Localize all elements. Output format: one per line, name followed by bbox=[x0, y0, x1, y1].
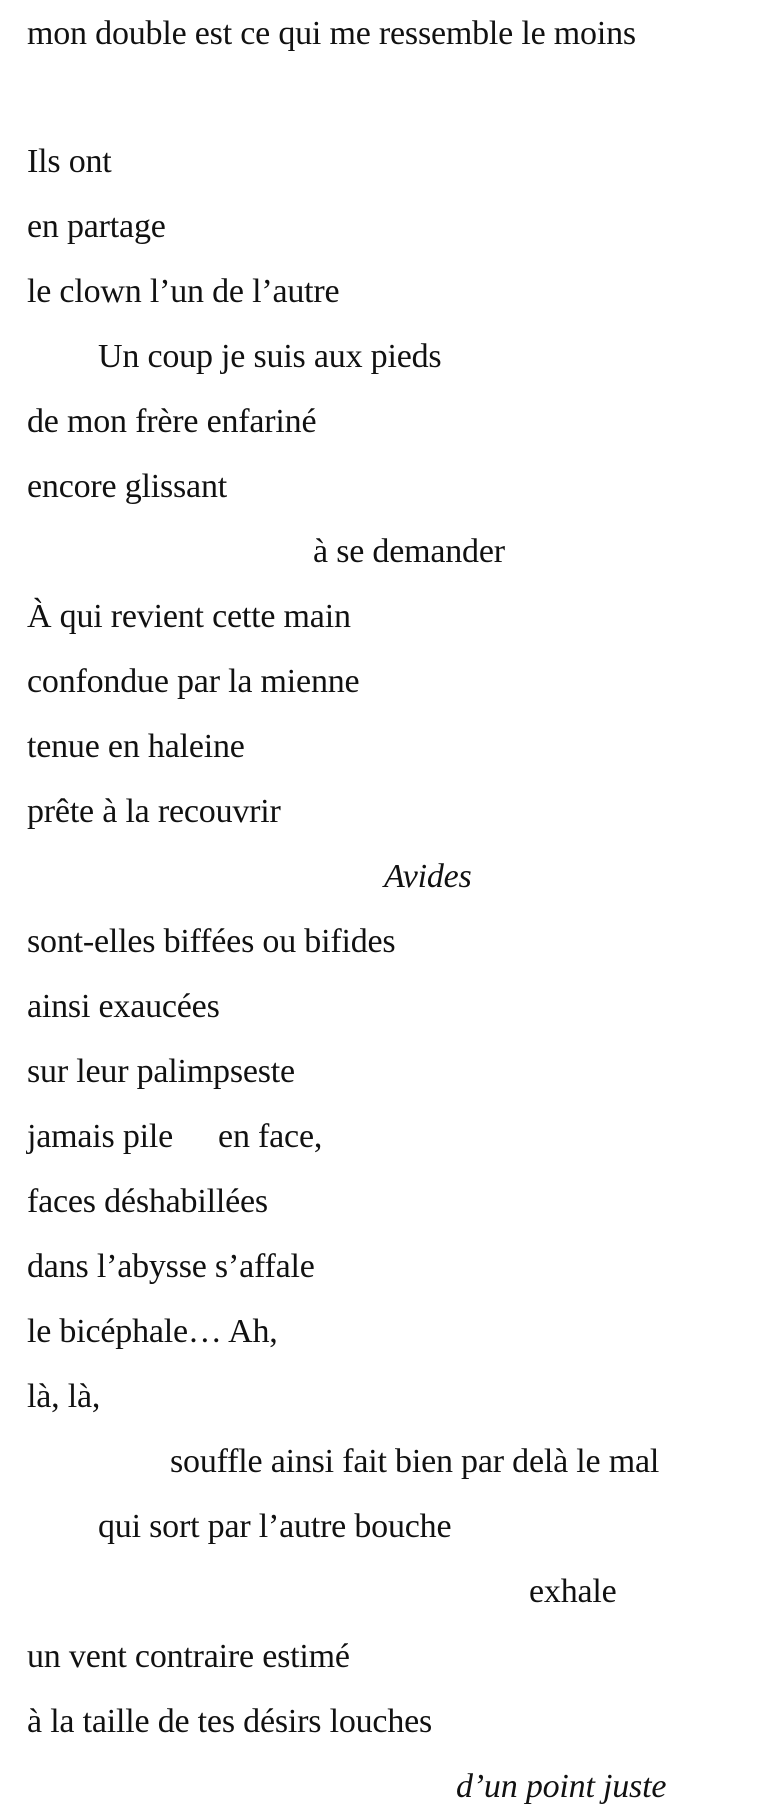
poem-line-part: jamais pile bbox=[27, 1118, 174, 1155]
poem-line: souffle ainsi fait bien par delà le mal bbox=[170, 1443, 660, 1480]
poem-line: qui sort par l’autre bouche bbox=[98, 1508, 452, 1545]
poem-line: sur leur palimpseste bbox=[27, 1053, 295, 1090]
poem-line: de mon frère enfariné bbox=[27, 403, 317, 440]
poem-line-epigraph: mon double est ce qui me ressemble le moins bbox=[27, 15, 636, 52]
poem-line: faces déshabillées bbox=[27, 1183, 268, 1220]
poem-line: le clown l’un de l’autre bbox=[27, 273, 340, 310]
poem-line: là, là, bbox=[27, 1378, 101, 1415]
poem-line: exhale bbox=[529, 1573, 617, 1610]
poem-line: un vent contraire estimé bbox=[27, 1638, 350, 1675]
poem-line: en partage bbox=[27, 208, 166, 245]
poem-line-emphasis: d’un point juste bbox=[456, 1768, 667, 1805]
poem-line: le bicéphale… Ah, bbox=[27, 1313, 278, 1350]
poem-line: dans l’abysse s’affale bbox=[27, 1248, 315, 1285]
poem-line: À qui revient cette main bbox=[27, 598, 351, 635]
poem-line: prête à la recouvrir bbox=[27, 793, 281, 830]
poem-line-part: en face, bbox=[218, 1118, 323, 1155]
poem-line: à la taille de tes désirs louches bbox=[27, 1703, 433, 1740]
poem-line: confondue par la mienne bbox=[27, 663, 360, 700]
poem-line: sont-elles biffées ou bifides bbox=[27, 923, 396, 960]
poem-line: ainsi exaucées bbox=[27, 988, 220, 1025]
poem-line-emphasis: Avides bbox=[384, 858, 472, 895]
poem-line: tenue en haleine bbox=[27, 728, 245, 765]
poem-line: Un coup je suis aux pieds bbox=[98, 338, 442, 375]
poem-line: Ils ont bbox=[27, 143, 112, 180]
poem-line: à se demander bbox=[313, 533, 505, 570]
poem-line: encore glissant bbox=[27, 468, 227, 505]
poem-line-split bbox=[27, 1117, 322, 1157]
